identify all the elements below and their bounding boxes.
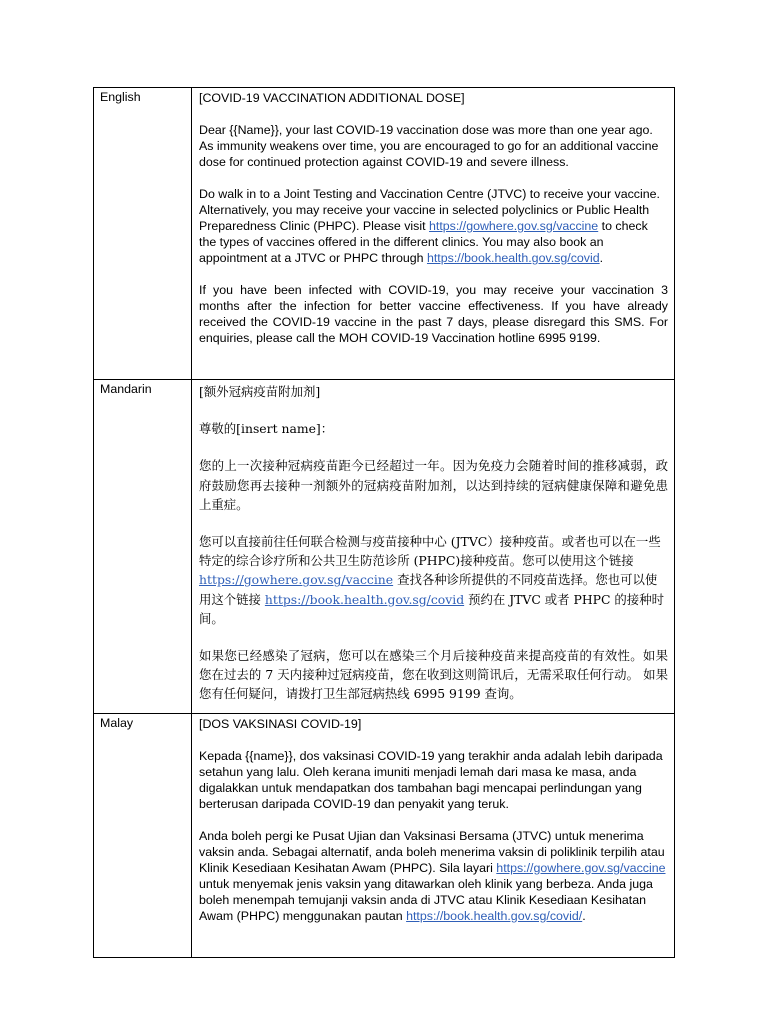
text-span: untuk menyemak jenis vaksin yang ditawarkan oleh klinik yang berbeza. Anda juga boleh menempah temujanji vaksin anda di JTVC atau Klinik Kesediaan Kesihatan Awam (PHPC) menggunakan pautan — [199, 876, 653, 923]
text-span: . — [599, 251, 604, 265]
language-label: Malay — [94, 713, 192, 957]
table-row-english — [94, 88, 675, 380]
gowhere-vaccine-link[interactable]: https://gowhere.gov.sg/vaccine — [429, 219, 599, 233]
text-span: Anda boleh pergi ke Pusat Ujian dan Vaksinasi Bersama (JTVC) untuk menerima vaksin anda. Sebagai alternatif, anda boleh menerima vaksin di poliklinik terpilih atau Klinik Kesediaan Kesihatan Awam (PHPC). Sila layari — [199, 828, 665, 875]
message-paragraph — [199, 186, 668, 266]
book-health-covid-link[interactable]: https://book.health.gov.sg/covid — [264, 591, 465, 607]
text-span: . — [582, 908, 586, 923]
gowhere-vaccine-link[interactable]: https://gowhere.gov.sg/vaccine — [496, 860, 666, 875]
message-cell-mandarin — [192, 380, 675, 714]
text-span: 预约在 JTVC 或者 PHPC 的接种时间。 — [199, 591, 664, 626]
message-paragraph: Kepada {{name}}, dos vaksinasi COVID-19 yang terakhir anda adalah lebih daripada setahun yang lalu. Oleh kerana imuniti menjadi lemah dari masa ke masa, anda digalakkan untuk mendapatkan dos tambahan bagi mencapai perlindungan yang berterusan daripada COVID-19 dan penyakit yang teruk. — [199, 748, 663, 811]
text-span: 查找各种诊所提供的不同疫苗选择。您也可以使用这个链接 — [199, 572, 658, 607]
message-title: [DOS VAKSINASI COVID-19] — [199, 716, 362, 731]
message-paragraph — [199, 532, 668, 628]
message-greeting: 尊敬的[insert name]： — [199, 421, 334, 437]
translation-table — [93, 87, 675, 958]
text-span: to check the types of vaccines offered in the different clinics. You may also book an appointment at a JTVC or PHPC through — [199, 219, 648, 265]
text-span: 您可以直接前往任何联合检测与疫苗接种中心 (JTVC）接种疫苗。或者也可以在一些特定的综合诊疗所和公共卫生防范诊所 (PHPC)接种疫苗。您可以使用这个链接 — [199, 534, 661, 569]
message-paragraph: If you have been infected with COVID-19, you may receive your vaccination 3 months after the infection for better vaccine effectiveness. If you have already received the COVID-19 vaccine in the past 7 days, please disregard this SMS. For enquiries, please call the MOH COVID-19 Vaccination hotline 6995 9199. — [199, 283, 668, 345]
message-paragraph: Dear {{Name}}, your last COVID-19 vaccination dose was more than one year ago. As immunity weakens over time, you are encouraged to go for an additional vaccine dose for continued protection against COVID-19 and severe illness. — [199, 123, 659, 169]
message-cell-malay — [192, 713, 675, 957]
message-cell-english — [192, 88, 675, 380]
book-health-covid-link[interactable]: https://book.health.gov.sg/covid — [426, 251, 600, 265]
book-health-covid-link[interactable]: https://book.health.gov.sg/covid/ — [406, 908, 583, 923]
table-row-malay — [94, 713, 675, 957]
message-paragraph: 您的上一次接种冠病疫苗距今已经超过一年。因为免疫力会随着时间的推移减弱，政府鼓励您再去接种一剂额外的冠病疫苗附加剂，以达到持续的冠病健康保障和避免患上重症。 — [199, 458, 668, 512]
language-label: Mandarin — [94, 380, 192, 714]
message-title: [额外冠病疫苗附加剂] — [199, 384, 321, 399]
message-title: [COVID-19 VACCINATION ADDITIONAL DOSE] — [199, 91, 465, 105]
message-paragraph: 如果您已经感染了冠病，您可以在感染三个月后接种疫苗来提高疫苗的有效性。如果您在过去的 7 天内接种过冠病疫苗，您在收到这则简讯后，无需采取任何行动。 如果您有任何疑问，请拨打卫生部冠病热线 6995 9199 查询。 — [199, 648, 668, 702]
table-row-mandarin — [94, 380, 675, 714]
language-label: English — [94, 88, 192, 380]
text-span: Do walk in to a Joint Testing and Vaccination Centre (JTVC) to receive your vaccine. Alternatively, you may receive your vaccine in selected polyclinics or Public Health Preparedness Clinic (PHPC). Please visit — [199, 187, 660, 233]
message-paragraph — [199, 828, 668, 924]
gowhere-vaccine-link[interactable]: https://gowhere.gov.sg/vaccine — [199, 572, 394, 588]
